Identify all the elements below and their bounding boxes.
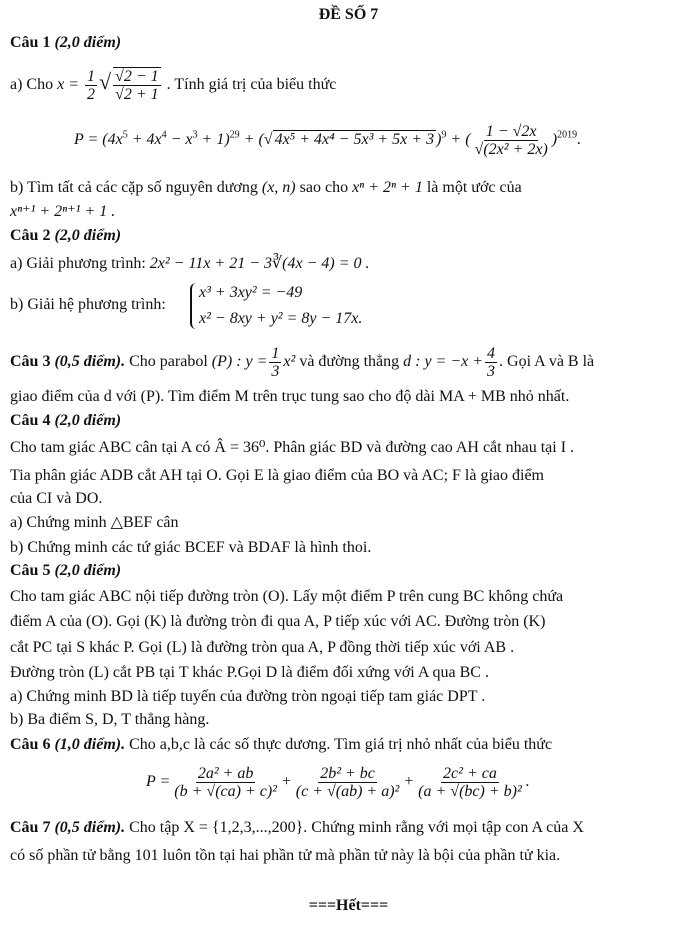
q6-end: . [525,773,530,790]
q5-line3: cắt PC tại S khác P. Gọi (L) là đường tròn qua A, P đồng thời tiếp xúc với AB . [10,639,515,656]
q3-text1: Cho parabol [129,353,208,370]
q3-label: Câu 3 [10,353,51,370]
q1b-line1 [10,178,522,198]
q1a-half-fraction [85,68,97,103]
q1a-text: . Tính giá trị của biểu thức [166,76,337,93]
P-plus: + ( [446,131,471,148]
q1a-x-lhs: x = [57,76,80,93]
q3-d-fraction [485,345,497,380]
P-exp5: 5 [122,129,128,141]
q5-part-b: b) Ba điểm S, D, T thẳng hàng. [10,711,210,728]
q6-f1-num: 2a² + ab [197,764,254,782]
q5-line2: điểm A của (O). Gọi (K) là đường tròn đi qua A, P tiếp xúc với AC. Đường tròn (K) [10,613,546,630]
q4-line1: Cho tam giác ABC cân tại A có Â = 36⁰. Phân giác BD và đường cao AH cắt nhau tại I . [10,439,575,456]
q1a-half-num: 1 [87,67,96,85]
P-mid: + ( [239,131,264,148]
q1a-root-den: √2 + 1 [115,86,159,104]
q3-text2: và đường thẳng [299,353,400,370]
q7-text: Cho tập X = {1,2,3,...,200}. Chứng minh rằng với mọi tập con A của X [129,819,584,836]
q4-line3: của CI và DO. [10,490,103,507]
q4-label: Câu 4 [10,412,51,429]
q3-parabola: (P) : y = [211,353,268,370]
q7-line2: có số phần tử bằng 101 luôn tồn tại hai phần tử mà phần tử này là bội của phần tử kia. [10,847,561,864]
q7-label: Câu 7 [10,819,51,836]
q1-heading [10,33,121,53]
q1a-root-fraction [113,67,161,103]
q1-label: Câu 1 [10,34,51,51]
q6-fraction-1 [172,765,279,800]
q1a-intro: a) Cho [10,76,54,93]
q1-P-expression: $P = (4x^5 + 4x^4 - x^3 + 1)^{29}$ + (√ 4x⁵ + 4x⁴ − 5x³ + 5x + 3 )$^9$ + ( $\frac{1 - √2x}{\text{√(2x² + 2x)}}$ )$^{2019}$. [74,122,582,158]
P-lhs: P = (4x [74,131,123,148]
q1a-root-num: √2 − 1 [115,68,159,86]
q3-parabola-fraction [269,345,281,380]
q6-fraction-2 [294,765,402,800]
q2-points: (2,0 điểm) [54,227,122,244]
q6-fraction-3 [416,765,524,800]
q1b-text2: sao cho [299,179,349,196]
q6-f3-num: 2c² + ca [443,764,497,782]
q3-frac-den: 3 [271,362,280,380]
P-minus-x: − x [166,131,193,148]
P-end: . [577,131,582,148]
P-plus4x: + 4x [127,131,162,148]
q5-part-a: a) Chứng minh BD là tiếp tuyến của đường tròn ngoại tiếp tam giác DPT . [10,688,486,705]
q1b-text3: là một ước của [426,179,522,196]
P-exp2019: 2019 [557,129,578,141]
P-frac-den: √(2x² + 2x) [474,140,548,158]
q3-d-num: 4 [487,344,496,362]
q5-line4: Đường tròn (L) cắt PB tại T khác P.Gọi D là điểm đối xứng với A qua BC . [10,664,489,681]
q6-P-expression [146,757,530,807]
q2-label: Câu 2 [10,227,51,244]
q3-frac-num: 1 [271,344,280,362]
q1b-pair: (x, n) [261,179,296,196]
q2a-equation: 2x² − 11x + 21 − 3∛(4x − 4) = 0 . [149,255,370,272]
q6-points: (1,0 điểm). [54,736,126,753]
q3-points: (0,5 điểm). [54,353,126,370]
q2a-text: a) Giải phương trình: [10,255,146,272]
q6-f2-num: 2b² + bc [320,764,375,782]
P-close2: ) [551,131,558,148]
P-close: ) [436,131,442,148]
q7-points: (0,5 điểm). [54,819,126,836]
q3-parabola-rest: x² [283,353,296,370]
end-marker: ===Hết=== [308,897,389,914]
q5-line1: Cho tam giác ABC nội tiếp đường tròn (O). Lấy một điểm P trên cung BC không chứa [10,588,564,605]
q1-points: (2,0 điểm) [54,34,122,51]
q2b-end: . [358,310,363,327]
q1a-half-den: 2 [87,85,96,103]
P-exp9: 9 [441,129,447,141]
q1b-line2: xⁿ⁺¹ + 2ⁿ⁺¹ + 1 . [10,203,116,220]
q2a-line [10,254,370,274]
q6-f3-den: (a + √(bc) + b)² [418,782,522,800]
q6-plus-1: + [280,773,292,790]
q3-text3: . Gọi A và B là [499,353,595,370]
q2b-label: b) Giải hệ phương trình: [10,296,166,313]
exam-title: ĐỀ SỐ 7 [318,6,379,23]
q6-text: Cho a,b,c là các số thực dương. Tìm giá trị nhỏ nhất của biểu thức [129,736,553,753]
P-root: 4x⁵ + 4x⁴ − 5x³ + 5x + 3 [274,131,435,148]
q5-heading [10,561,121,581]
q4-points: (2,0 điểm) [54,412,122,429]
q5-points: (2,0 điểm) [54,562,122,579]
q3-line2: giao điểm của d với (P). Tìm điểm M trên trục tung sao cho độ dài MA + MB nhỏ nhất. [10,388,570,405]
q2b-eq2-text: x² − 8xy + y² = 8y − 17x [199,310,359,327]
q4-line2: Tia phân giác ADB cắt AH tại O. Gọi E là giao điểm của BO và AC; F là giao điểm [10,467,544,484]
q1a-line: a) Cho x = $\frac{1}{2}$ √ $\frac{√2 - 1}{√2 + 1}$ . Tính giá trị của biểu thức [10,67,337,104]
P-frac-num: 1 − √2x [485,122,537,140]
P-exp4: 4 [161,129,167,141]
q7-line1 [10,818,584,838]
q6-f2-den: (c + √(ab) + a)² [295,782,400,800]
q4-part-b: b) Chứng minh các tứ giác BCEF và BDAF là hình thoi. [10,539,372,556]
q4-part-a: a) Chứng minh △BEF cân [10,514,179,531]
q2-heading [10,226,121,246]
q4-heading [10,411,121,431]
q5-label: Câu 5 [10,562,51,579]
P-exp3: 3 [192,129,198,141]
q2b-eq1: x³ + 3xy² = −49 [199,284,303,301]
q3-line1 [10,340,594,384]
q6-plus-2: + [403,773,415,790]
P-fraction [473,123,550,158]
q1b-expr: xⁿ + 2ⁿ + 1 [352,179,423,196]
q6-P-lhs: P = [146,773,171,790]
P-exp29: 29 [229,129,240,141]
q6-line1 [10,735,552,755]
q1b-text: b) Tìm tất cả các cặp số nguyên dương [10,179,258,196]
q2b-eq2 [199,309,362,329]
P-plus1: + 1) [197,131,230,148]
q2b-system-brace [190,283,198,329]
q6-f1-den: (b + √(ca) + c)² [174,782,277,800]
q3-line-d: d : y = −x + [403,353,484,370]
q6-label: Câu 6 [10,736,51,753]
q3-d-den: 3 [487,362,496,380]
